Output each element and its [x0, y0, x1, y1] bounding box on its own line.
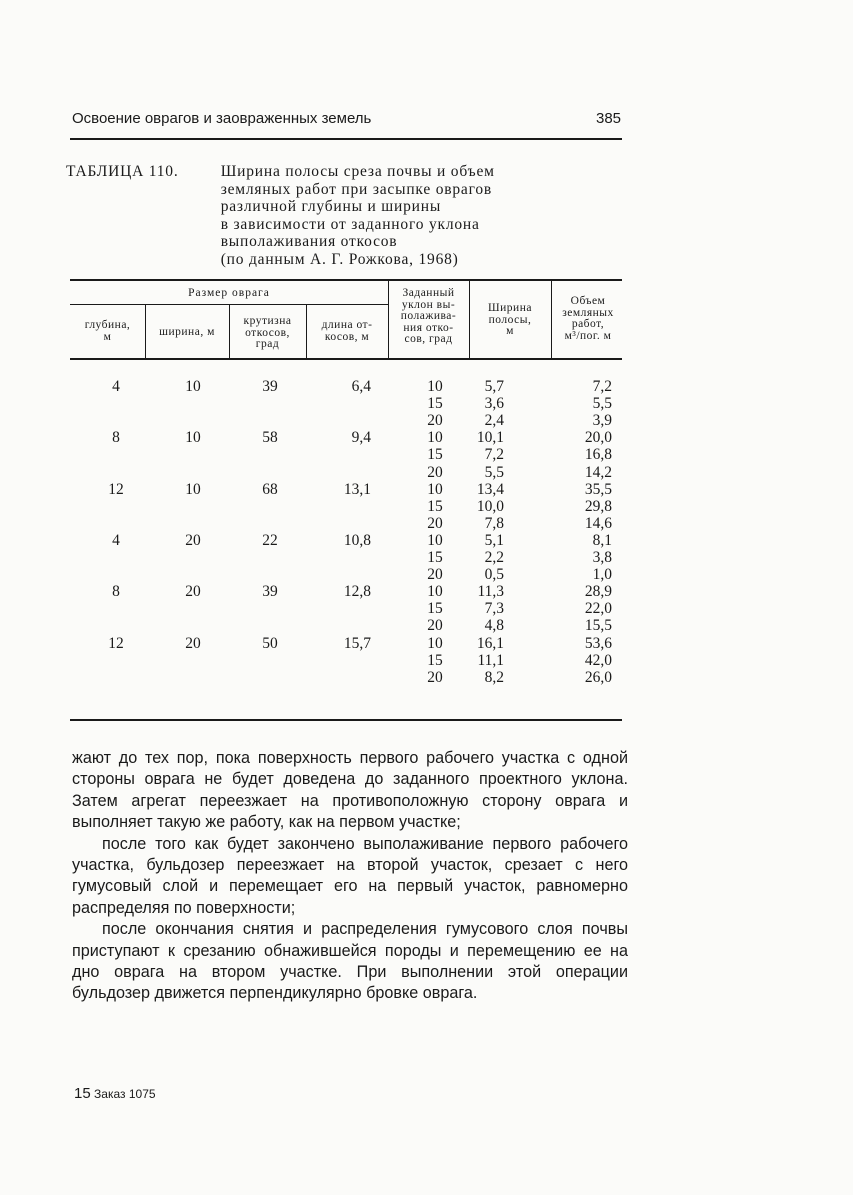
- strip-width-cell: 11,3: [477, 583, 504, 601]
- signature-number: 15: [74, 1085, 91, 1102]
- width-cell: 20: [185, 583, 201, 601]
- slope-length-cell: 15,7: [343, 634, 371, 652]
- page-number: 385: [596, 110, 622, 127]
- depth-cell: 8: [112, 583, 120, 601]
- volume-cell: 5,5: [592, 395, 612, 413]
- set-slope-cell: 10: [427, 429, 443, 447]
- volume-cell: 29,8: [584, 497, 612, 515]
- depth-cell: 12: [108, 480, 124, 498]
- set-slope-cell: 15: [427, 651, 443, 669]
- set-slope-cell: 15: [427, 395, 443, 413]
- col-header-set-slope: Заданный уклон вы- полажива- ния отко- сов, град: [400, 287, 457, 345]
- table-bottom-rule: [70, 719, 622, 721]
- caption-line: (по данным А. Г. Рожкова, 1968): [220, 250, 459, 268]
- paragraph: после того как будет закончено выполаживание первого рабочего участка, бульдозер переезжает на второй участок, срезает с него гумусовый слой и перемещает его на первый участок, равномерно распределяя по поверхности;: [72, 834, 628, 917]
- slope-length-cell: 6,4: [351, 378, 371, 395]
- steepness-cell: 39: [262, 378, 278, 395]
- volume-cell: 8,1: [592, 531, 612, 549]
- table-caption-lines: [221, 163, 495, 269]
- set-slope-cell: 10: [427, 378, 443, 395]
- set-slope-cell: 10: [427, 634, 443, 652]
- volume-cell: 28,9: [584, 583, 612, 601]
- volume-cell: 16,8: [584, 446, 612, 464]
- width-cell: 10: [185, 378, 201, 395]
- strip-width-cell: 8,2: [484, 668, 504, 686]
- strip-width-cell: 4,8: [484, 617, 504, 635]
- strip-width-cell: 11,1: [477, 651, 504, 669]
- slope-length-cell: 9,4: [351, 429, 371, 447]
- caption-line: в зависимости от заданного уклона: [220, 215, 480, 233]
- body-text: [72, 748, 628, 1005]
- strip-width-cell: 10,1: [476, 429, 504, 447]
- strip-width-cell: 7,8: [484, 514, 504, 532]
- set-slope-cell: 15: [427, 497, 443, 515]
- width-cell: 10: [185, 480, 201, 498]
- volume-cell: 53,6: [584, 634, 612, 652]
- set-slope-cell: 20: [427, 463, 443, 481]
- set-slope-cell: 10: [427, 480, 443, 498]
- caption-line: Ширина полосы среза почвы и объем: [220, 163, 495, 180]
- table-header-bottom-rule: [70, 358, 622, 360]
- volume-cell: 7,2: [592, 378, 612, 395]
- set-slope-cell: 15: [427, 600, 443, 618]
- volume-cell: 3,8: [592, 549, 612, 566]
- strip-width-cell: 5,1: [484, 531, 504, 549]
- strip-width-cell: 7,3: [484, 600, 504, 618]
- strip-width-cell: 10,0: [476, 497, 504, 515]
- volume-cell: 1,0: [592, 566, 612, 584]
- strip-width-cell: 3,6: [484, 395, 504, 413]
- strip-width-cell: 7,2: [484, 446, 504, 464]
- set-slope-cell: 10: [427, 531, 443, 549]
- width-cell: 20: [185, 634, 201, 652]
- width-cell: 10: [185, 429, 201, 447]
- table-caption: [66, 163, 495, 269]
- steepness-cell: 50: [262, 634, 278, 652]
- col-header-steepness: крутизна откосов, град: [243, 315, 292, 350]
- set-slope-cell: 20: [427, 668, 443, 686]
- volume-cell: 3,9: [592, 412, 612, 430]
- strip-width-cell: 5,5: [484, 463, 504, 481]
- steepness-cell: 39: [262, 583, 278, 601]
- caption-line: земляных работ при засыпке оврагов: [220, 180, 493, 198]
- set-slope-cell: 20: [427, 566, 443, 584]
- depth-cell: 4: [112, 531, 120, 549]
- order-number: Заказ 1075: [94, 1087, 156, 1101]
- volume-cell: 22,0: [584, 600, 612, 618]
- col-header-strip-width: Ширина полосы, м: [488, 302, 532, 337]
- paragraph: после окончания снятия и распределения гумусового слоя почвы приступают к срезанию обнажившейся породы и перемещению ее на дно оврага на втором участке. При выполнении этой операции бульдозер движется перпендикулярно бровке оврага.: [72, 920, 628, 1003]
- depth-cell: 8: [112, 429, 120, 447]
- col-header-width: ширина, м: [159, 326, 215, 338]
- printer-footer: [74, 1085, 156, 1102]
- set-slope-cell: 20: [427, 412, 443, 430]
- volume-cell: 14,6: [584, 514, 612, 532]
- slope-length-cell: 13,1: [343, 480, 371, 498]
- volume-cell: 35,5: [584, 480, 612, 498]
- strip-width-cell: 5,7: [484, 378, 504, 395]
- volume-cell: 20,0: [584, 429, 612, 447]
- depth-cell: 12: [108, 634, 124, 652]
- set-slope-cell: 20: [427, 617, 443, 635]
- steepness-cell: 22: [262, 531, 278, 549]
- strip-width-cell: 0,5: [484, 566, 504, 584]
- table-label: ТАБЛИЦА 110.: [66, 163, 179, 180]
- strip-width-cell: 2,2: [484, 549, 504, 566]
- width-cell: 20: [185, 531, 201, 549]
- col-header-volume: Объем земляных работ, м³/пог. м: [562, 295, 614, 342]
- steepness-cell: 58: [262, 429, 278, 447]
- table-top-rule: [70, 279, 622, 281]
- caption-line: выполаживания откосов: [220, 233, 398, 251]
- slope-length-cell: 10,8: [343, 531, 371, 549]
- strip-width-cell: 13,4: [476, 480, 504, 498]
- paragraph: жают до тех пор, пока поверхность первого рабочего участка с одной стороны оврага не будет доведена до заданного проектного уклона. Затем агрегат переезжает на противоположную сторону оврага и выполняет такую же работу, как на первом участке;: [72, 749, 628, 832]
- set-slope-cell: 20: [427, 514, 443, 532]
- set-slope-cell: 10: [427, 583, 443, 601]
- volume-cell: 14,2: [584, 463, 612, 481]
- running-header-title: Освоение оврагов и заовраженных земель: [72, 110, 372, 127]
- steepness-cell: 68: [262, 480, 278, 498]
- col-header-depth: глубина, м: [84, 319, 131, 343]
- set-slope-cell: 15: [427, 446, 443, 464]
- caption-line: различной глубины и ширины: [220, 198, 442, 216]
- strip-width-cell: 2,4: [484, 412, 504, 430]
- volume-cell: 26,0: [584, 668, 612, 686]
- slope-length-cell: 12,8: [343, 583, 371, 601]
- group-header: Размер оврага: [188, 287, 270, 299]
- depth-cell: 4: [112, 378, 120, 395]
- volume-cell: 15,5: [584, 617, 612, 635]
- set-slope-cell: 15: [427, 549, 443, 566]
- volume-cell: 42,0: [584, 651, 612, 669]
- col-header-slope-length: длина от- косов, м: [321, 319, 373, 343]
- strip-width-cell: 16,1: [476, 634, 504, 652]
- header-rule: [70, 138, 622, 140]
